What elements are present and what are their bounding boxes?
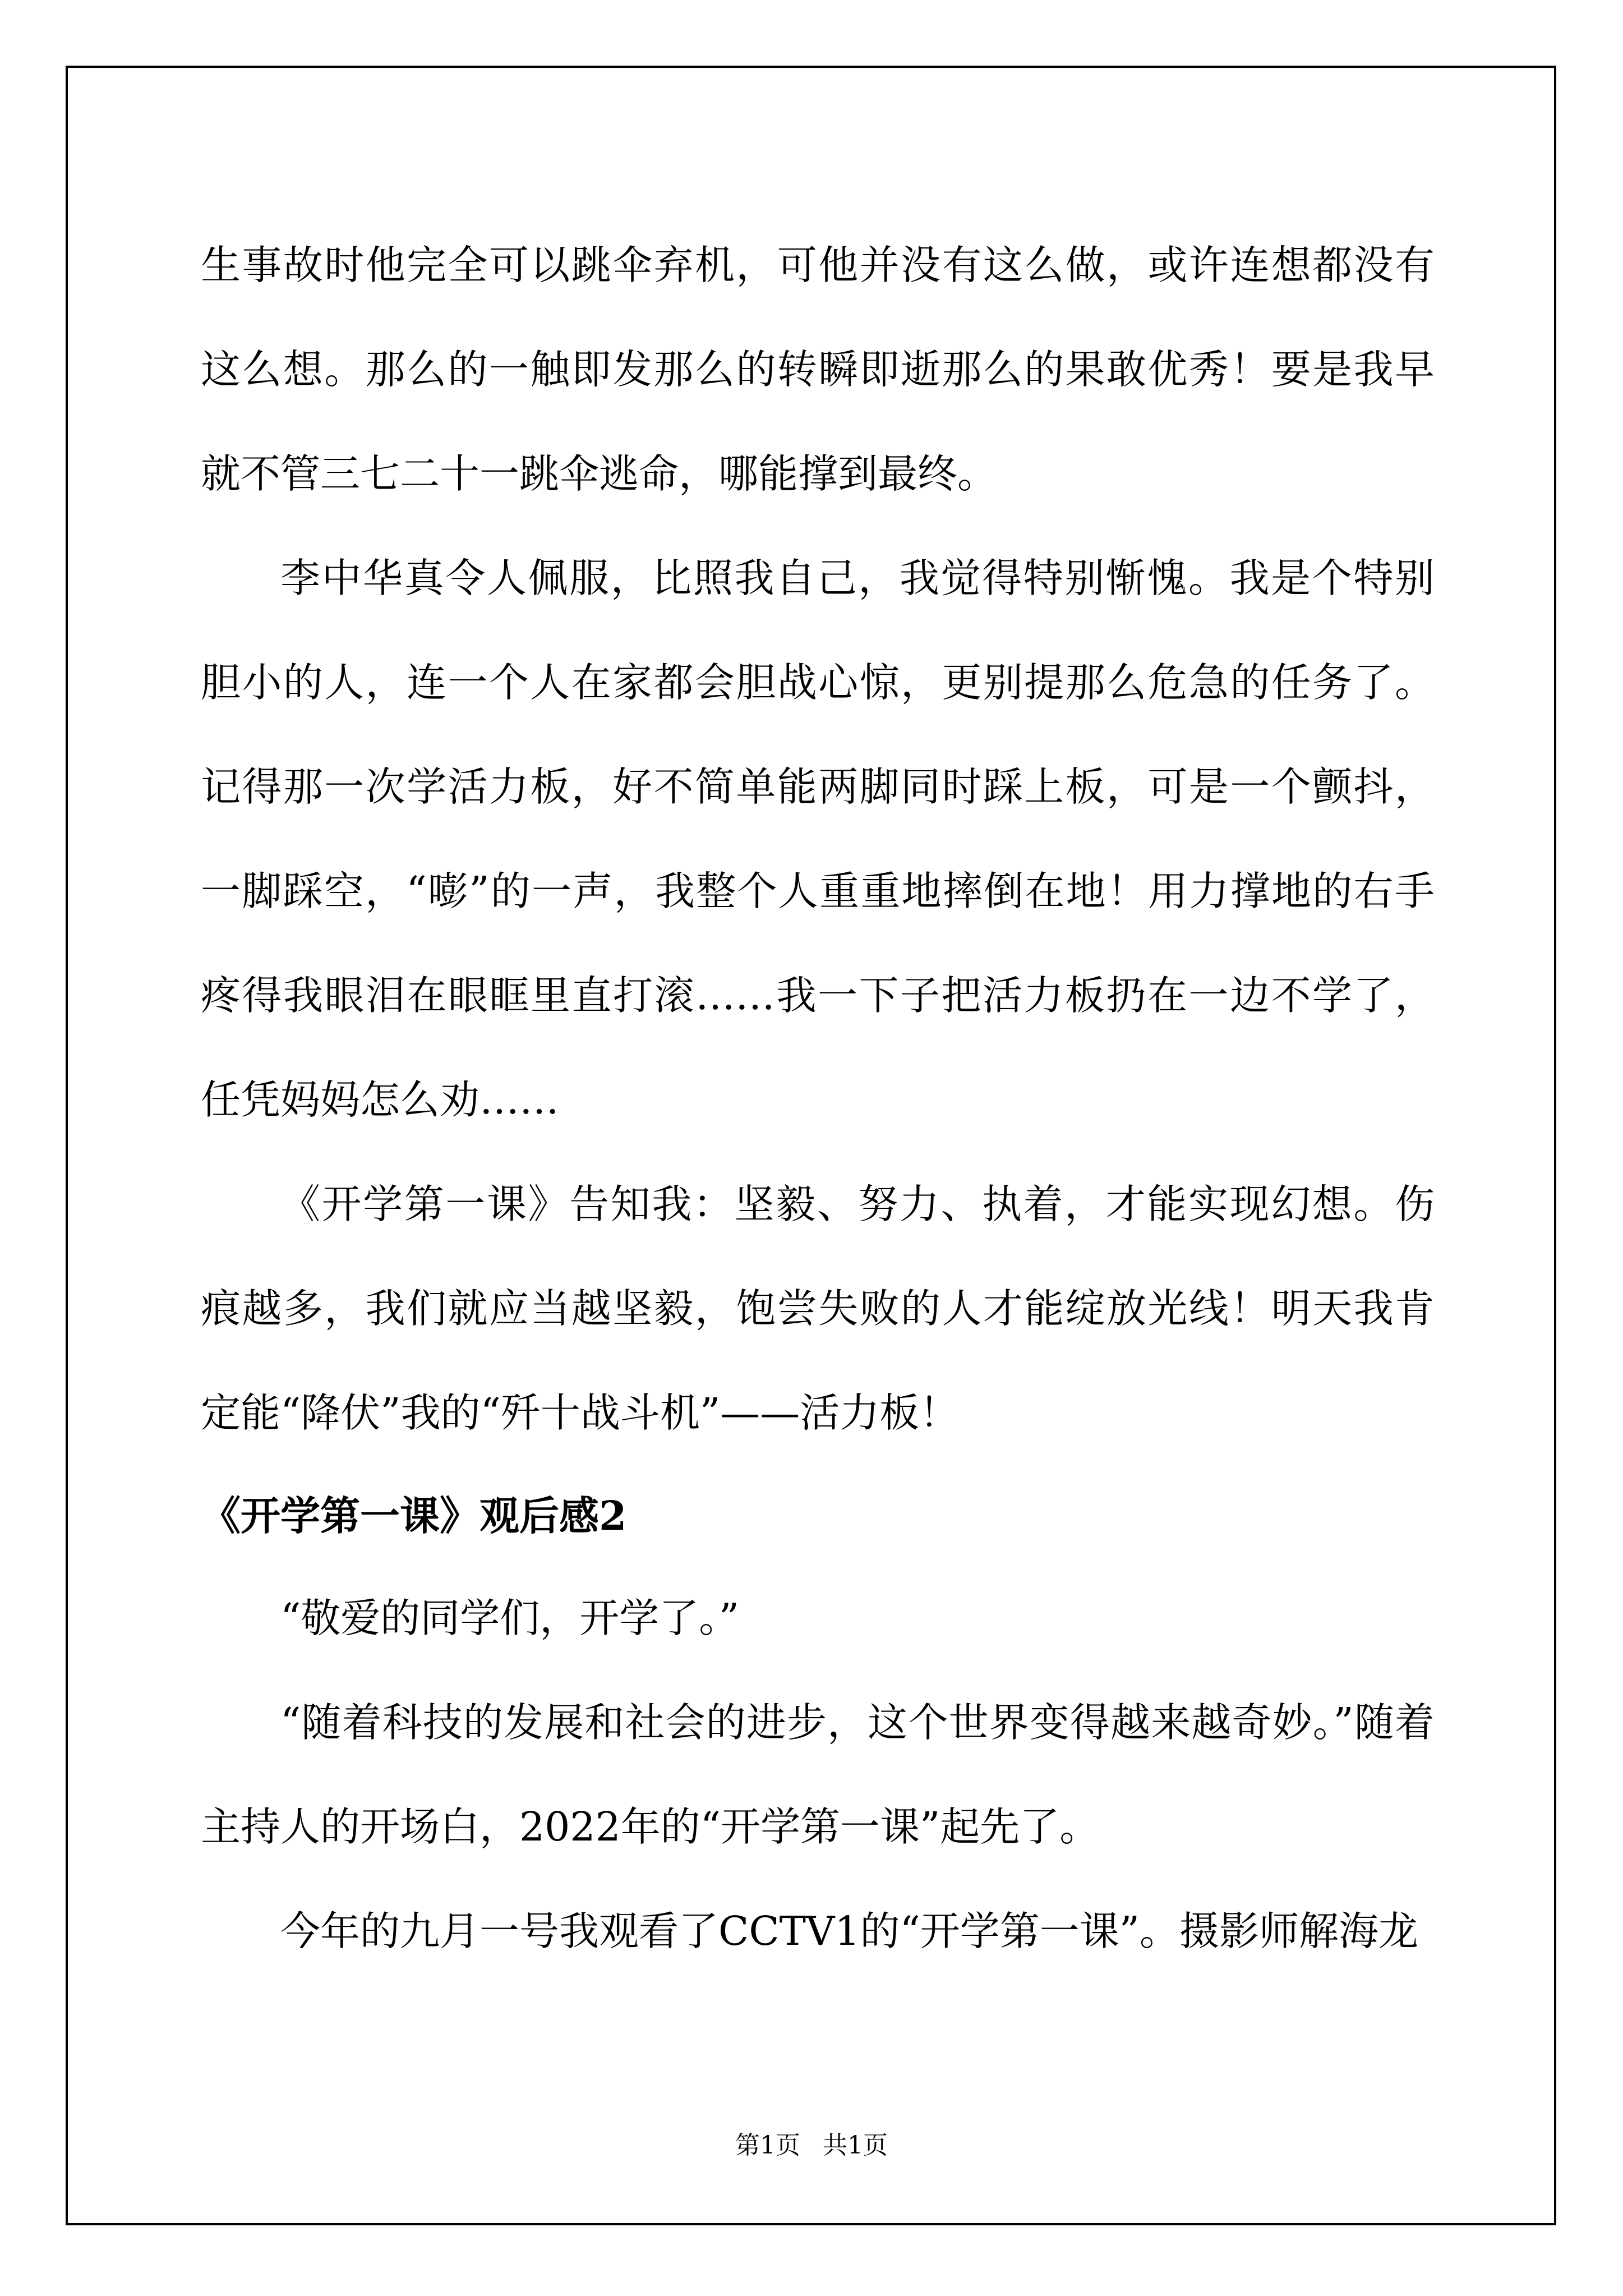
paragraph-4: “敬爱的同学们，开学了。”	[280, 1595, 740, 1641]
paragraph-6: 今年的九月一号我观看了CCTV1的“开学第一课”。摄影师解海龙	[280, 1908, 1419, 1954]
page-total: 共1页	[823, 2131, 888, 2160]
page-number: 第1页	[735, 2131, 800, 2160]
paragraph-1: 生事故时他完全可以跳伞弃机，可他并没有这么做，或许连想都没有这么想。那么的一触即发那么的转瞬即逝那么的果敢优秀！要是我早就不管三七二十一跳伞逃命，哪能撑到最终。	[201, 242, 1435, 497]
paragraph-5: “随着科技的发展和社会的进步，这个世界变得越来越奇妙。”随着主持人的开场白，2022年的“开学第一课”起先了。	[201, 1699, 1435, 1850]
document-body	[201, 213, 1435, 1984]
paragraph-3: 《开学第一课》告知我：坚毅、努力、执着，才能实现幻想。伤痕越多，我们就应当越坚毅，饱尝失败的人才能绽放光线！明天我肯定能“降伏”我的“歼十战斗机”——活力板！	[201, 1181, 1435, 1436]
page-footer	[0, 2125, 1623, 2161]
section-heading: 《开学第一课》观后感2	[201, 1492, 627, 1539]
paragraph-2: 李中华真令人佩服，比照我自己，我觉得特别惭愧。我是个特别胆小的人，连一个人在家都会胆战心惊，更别提那么危急的任务了。记得那一次学活力板，好不简单能两脚同时踩上板，可是一个颤抖，一脚踩空，“嘭”的一声，我整个人重重地摔倒在地！用力撑地的右手疼得我眼泪在眼眶里直打滚……我一下子把活力板扔在一边不学了，任凭妈妈怎么劝……	[201, 555, 1435, 1123]
